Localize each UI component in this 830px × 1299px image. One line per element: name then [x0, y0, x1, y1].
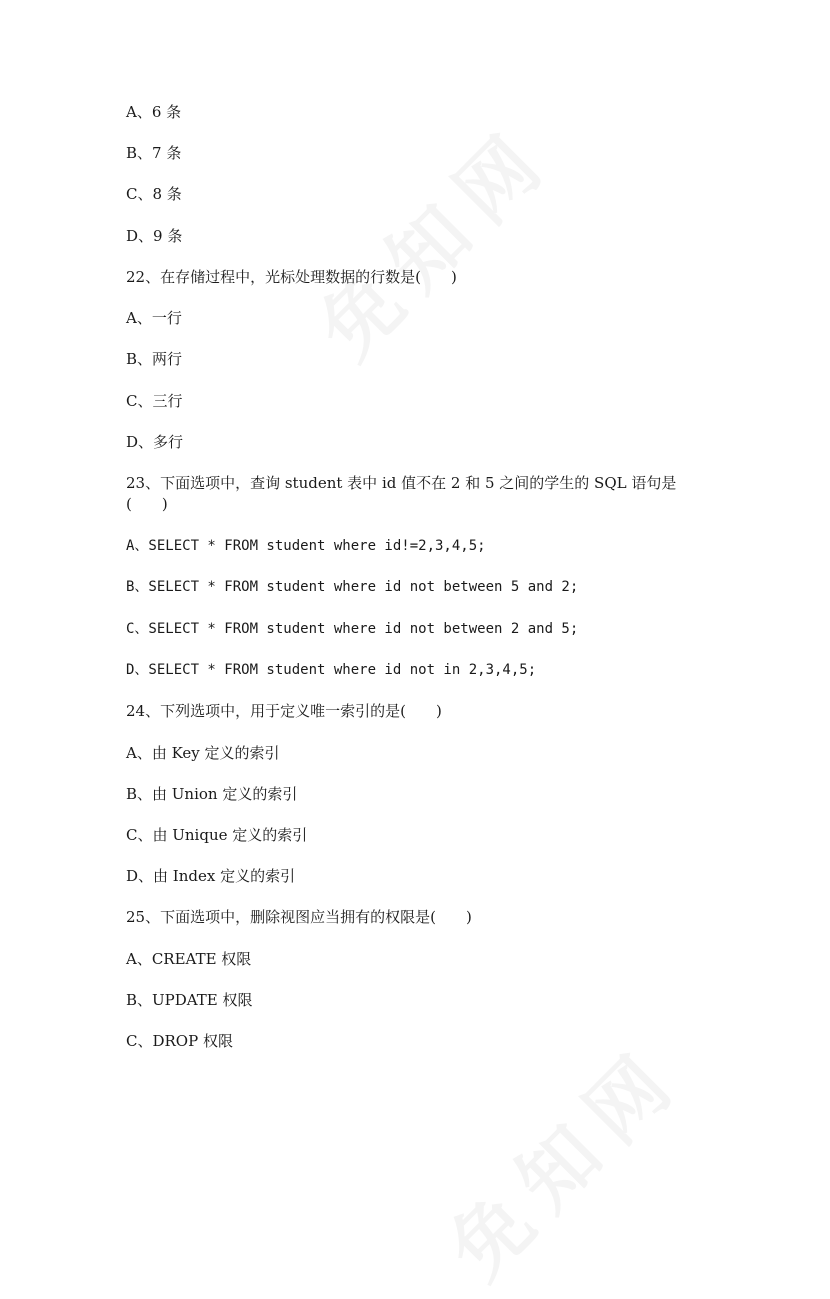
q21-option-a: A、6 条 [126, 103, 182, 121]
watermark [420, 1016, 703, 1299]
q24-option-c: C、由 Unique 定义的索引 [126, 826, 308, 844]
q24-option-d: D、由 Index 定义的索引 [126, 867, 296, 885]
q25-option-b: B、UPDATE 权限 [126, 991, 253, 1009]
watermark [290, 96, 573, 379]
question-24: 24、下列选项中，用于定义唯一索引的是( ) [126, 702, 442, 720]
q24-option-a: A、由 Key 定义的索引 [126, 744, 280, 762]
question-22: 22、在存储过程中，光标处理数据的行数是( ) [126, 268, 457, 286]
question-23-cont: ( ) [126, 495, 168, 513]
q22-option-b: B、两行 [126, 350, 183, 368]
q23-option-a: A、SELECT * FROM student where id!=2,3,4,5; [126, 538, 486, 554]
q25-option-c: C、DROP 权限 [126, 1032, 233, 1050]
q22-option-c: C、三行 [126, 392, 183, 410]
q22-option-d: D、多行 [126, 433, 184, 451]
q21-option-d: D、9 条 [126, 227, 183, 245]
question-25: 25、下面选项中，删除视图应当拥有的权限是( ) [126, 908, 472, 926]
q25-option-a: A、CREATE 权限 [126, 950, 252, 968]
q23-option-b: B、SELECT * FROM student where id not between 5 and 2; [126, 579, 579, 595]
q23-option-c: C、SELECT * FROM student where id not between 2 and 5; [126, 621, 579, 637]
q22-option-a: A、一行 [126, 309, 182, 327]
q21-option-b: B、7 条 [126, 144, 182, 162]
question-23: 23、下面选项中，查询 student 表中 id 值不在 2 和 5 之间的学生的 SQL 语句是 [126, 474, 677, 492]
q23-option-d: D、SELECT * FROM student where id not in 2,3,4,5; [126, 662, 537, 678]
q24-option-b: B、由 Union 定义的索引 [126, 785, 298, 803]
q21-option-c: C、8 条 [126, 185, 182, 203]
